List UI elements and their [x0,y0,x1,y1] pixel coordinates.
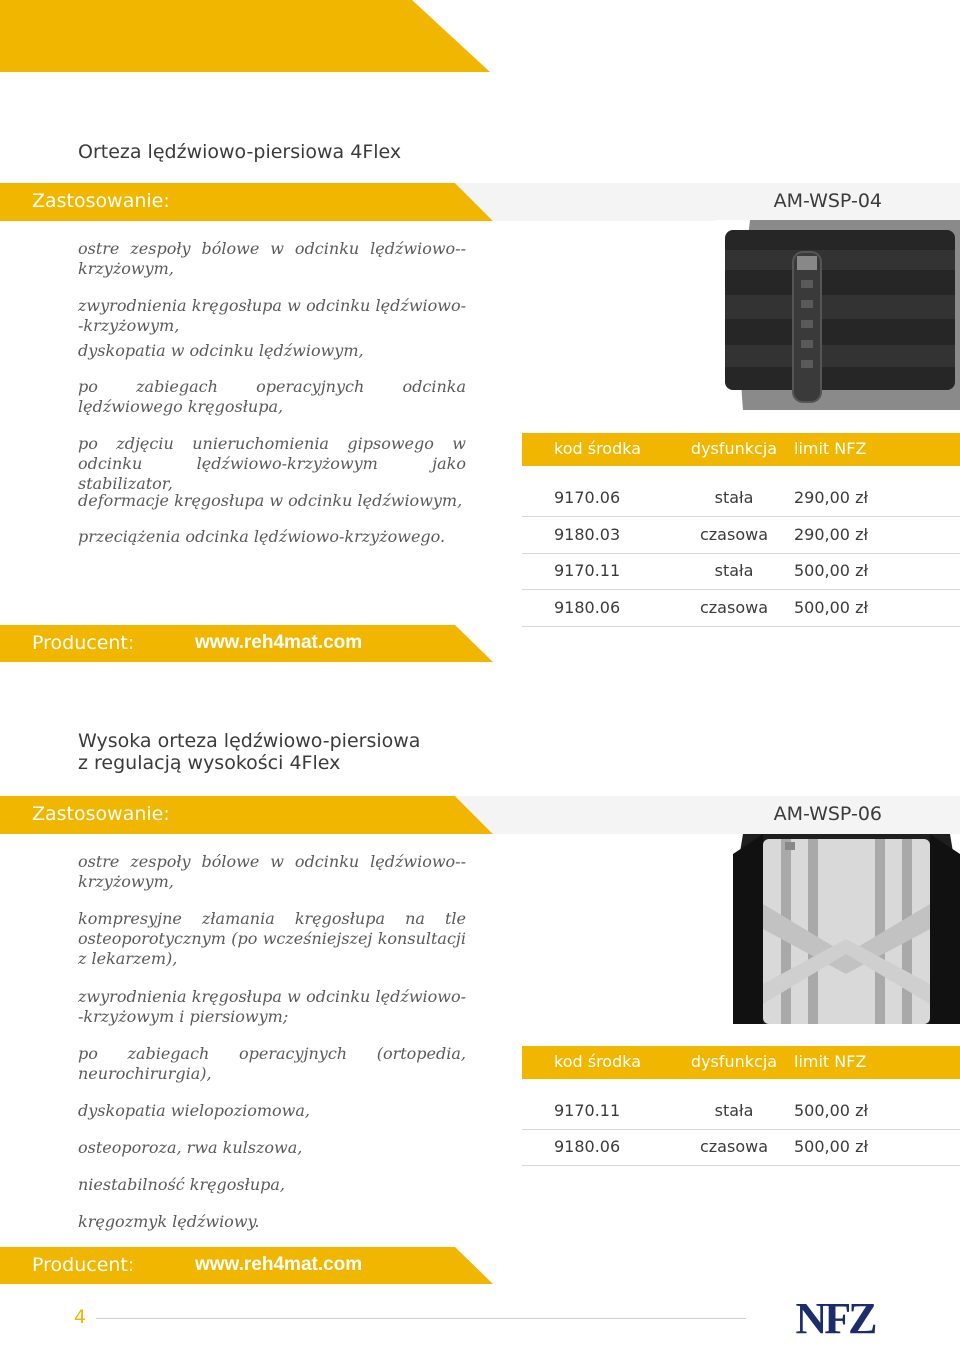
footer-divider [96,1318,746,1319]
table-cell: czasowa [699,525,768,544]
table-header [522,1046,960,1079]
list-item: kompresyjne złamania kręgosłupa na tle osteoporotycznym (po wcześniejszej konsultacji z lekarzem), [78,909,466,968]
product-title-line: Wysoka orteza lędźwiowo-piersiowa [78,730,421,752]
table-cell: czasowa [699,1137,768,1156]
list-item: niestabilność kręgosłupa, [78,1175,285,1194]
table-cell: 9180.06 [554,1137,621,1156]
product-code: AM-WSP-04 [773,190,882,212]
list-item: ostre zespoły bólowe w odcinku lędźwiowo--krzyżowym, [78,852,466,891]
table-cell: stała [714,488,754,507]
column-header: kod środka [554,439,642,458]
column-header: dysfunkcja [690,439,778,458]
product-title [78,730,420,774]
usage-list [78,239,466,563]
producer-link[interactable]: www.reh4mat.com [195,1254,363,1275]
svg-text:NFZ: NFZ [795,1294,875,1338]
producer-label: Producent: [32,632,135,654]
list-item: ostre zespoły bólowe w odcinku lędźwiowo--krzyżowym, [78,239,466,278]
nfz-logo [788,1294,882,1338]
list-item: po zabiegach operacyjnych (ortopedia, neurochirurgia), [78,1044,466,1083]
table-cell: stała [714,561,754,580]
producer-band [0,1247,960,1284]
product-photo [715,220,960,410]
list-item: przeciążenia odcinka lędźwiowo-krzyżowego. [78,527,446,546]
table-cell: 500,00 zł [794,1137,869,1156]
table-row [522,553,960,590]
column-header: dysfunkcja [690,1052,778,1071]
product-title [78,141,401,163]
producer-link[interactable]: www.reh4mat.com [195,632,363,653]
table-cell: 500,00 zł [794,1101,869,1120]
table-row [522,517,960,554]
producer-band [0,625,960,662]
table-cell: 290,00 zł [794,525,869,544]
table-row [522,590,960,627]
table-cell: 9170.06 [554,488,621,507]
list-item: po zabiegach operacyjnych odcinka lędźwiowego kręgosłupa, [78,377,466,416]
list-item: deformacje kręgosłupa w odcinku lędźwiowym, [78,491,463,510]
table-row [522,1129,960,1166]
column-header: limit NFZ [794,1052,867,1071]
product-title-line: z regulacją wysokości 4Flex [78,752,341,774]
usage-list [78,852,466,1234]
table-row [522,1093,960,1130]
table-row [522,480,960,517]
column-header: kod środka [554,1052,642,1071]
page-number: 4 [74,1306,87,1328]
list-item: zwyrodnienia kręgosłupa w odcinku lędźwiowo--krzyżowym, [78,296,466,335]
list-item: po zdjęciu unieruchomienia gipsowego w odcinku lędźwiowo-krzyżowym jako stabilizator, [78,434,466,493]
list-item: dyskopatia wielopoziomowa, [78,1101,310,1120]
list-item: zwyrodnienia kręgosłupa w odcinku lędźwiowo--krzyżowym i piersiowym; [78,987,466,1026]
table-cell: 9180.03 [554,525,621,544]
producer-label: Producent: [32,1254,135,1276]
column-header: limit NFZ [794,439,867,458]
product-title-line: Orteza lędźwiowo-piersiowa 4Flex [78,141,402,163]
product-code: AM-WSP-06 [773,803,882,825]
list-item: kręgozmyk lędźwiowy. [78,1212,260,1231]
table-header [522,433,960,466]
list-item: dyskopatia w odcinku lędźwiowym, [78,341,364,360]
product-photo [733,834,960,1024]
table-cell: 500,00 zł [794,598,869,617]
usage-label: Zastosowanie: [32,190,170,212]
table-cell: 500,00 zł [794,561,869,580]
table-cell: 9170.11 [554,561,621,580]
page-title: Elementy Tułowia [78,18,305,48]
table-cell: 9180.06 [554,598,621,617]
usage-label: Zastosowanie: [32,803,170,825]
table-cell: czasowa [699,598,768,617]
table-cell: stała [714,1101,754,1120]
table-cell: 290,00 zł [794,488,869,507]
list-item: osteoporoza, rwa kulszowa, [78,1138,303,1157]
table-cell: 9170.11 [554,1101,621,1120]
